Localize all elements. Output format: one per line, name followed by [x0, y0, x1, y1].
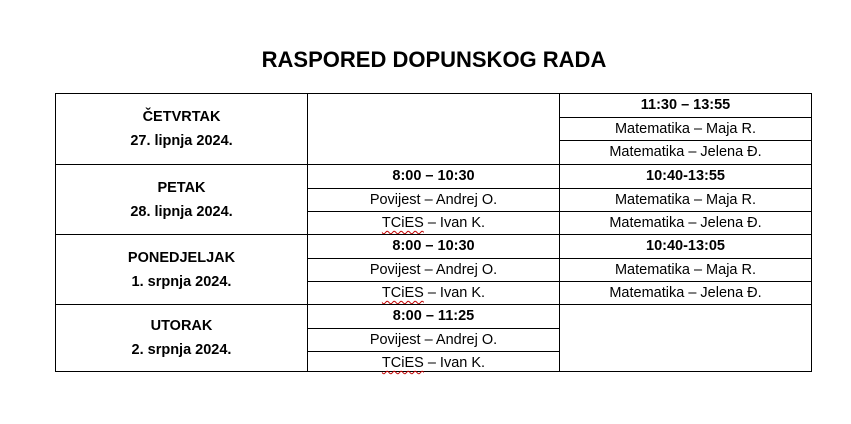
slot-entry [308, 188, 559, 211]
entry-subject: Matematika [609, 144, 685, 160]
day-cell [56, 94, 308, 164]
table-row [56, 94, 811, 164]
slot-time: 10:40-13:55 [646, 168, 725, 184]
day-name: PONEDJELJAK [127, 249, 236, 266]
slot-cell [560, 235, 811, 304]
entry-subject: TCiES [381, 285, 424, 301]
entry-teacher: – Ivan K. [427, 215, 486, 231]
entry-subject: Povijest [369, 192, 421, 208]
slot-entry [560, 211, 811, 235]
entry-teacher: – Maja R. [693, 192, 757, 208]
day-date: 2. srpnja 2024. [131, 342, 232, 358]
entry-teacher: – Jelena Đ. [688, 285, 762, 301]
entry-subject: Matematika [609, 215, 685, 231]
day-date: 27. lipnja 2024. [130, 133, 233, 149]
entry-subject: Matematika [614, 192, 690, 208]
entry-teacher: – Jelena Đ. [688, 215, 762, 231]
slot-cell [560, 94, 811, 164]
slot-entry [560, 281, 811, 305]
slot-entry [308, 328, 559, 351]
slot-entry [560, 140, 811, 164]
slot-cell [308, 165, 560, 234]
slot-entry [560, 258, 811, 281]
slot-cell [560, 165, 811, 234]
day-date: 1. srpnja 2024. [131, 273, 232, 290]
entry-subject: TCiES [381, 215, 424, 231]
slot-entry [308, 211, 559, 235]
entry-subject: Matematika [614, 262, 690, 278]
entry-teacher: – Andrej O. [424, 332, 498, 348]
slot-entry [560, 188, 811, 211]
entry-teacher: – Andrej O. [424, 262, 498, 278]
slot-time: 10:40-13:05 [646, 238, 725, 254]
slot-entry [308, 351, 559, 372]
entry-teacher: – Ivan K. [427, 355, 486, 371]
entry-subject: Povijest [369, 332, 421, 348]
entry-teacher: – Maja R. [693, 121, 757, 137]
slot-entry [560, 117, 811, 140]
entry-subject: Matematika [609, 285, 685, 301]
day-name: UTORAK [150, 318, 213, 334]
day-name: ČETVRTAK [142, 109, 221, 125]
empty-slot-cell [308, 94, 560, 164]
entry-subject: Povijest [369, 262, 421, 278]
empty-slot-cell [560, 305, 811, 371]
entry-teacher: – Jelena Đ. [688, 144, 762, 160]
slot-time: 11:30 – 13:55 [640, 97, 731, 113]
entry-subject: Matematika [614, 121, 690, 137]
table-row [56, 304, 811, 371]
entry-teacher: – Maja R. [693, 262, 757, 278]
entry-subject: TCiES [381, 355, 424, 371]
table-row [56, 234, 811, 304]
schedule-table [55, 93, 812, 372]
slot-time: 8:00 – 10:30 [392, 168, 475, 184]
slot-time: 8:00 – 11:25 [392, 308, 475, 324]
table-row [56, 164, 811, 234]
day-cell [56, 165, 308, 234]
document-title: RASPORED DOPUNSKOG RADA [261, 47, 607, 72]
day-cell [56, 235, 308, 304]
day-name: PETAK [157, 179, 206, 196]
slot-entry [308, 281, 559, 305]
slot-entry [308, 258, 559, 281]
slot-time: 8:00 – 10:30 [392, 238, 475, 254]
entry-teacher: – Andrej O. [424, 192, 498, 208]
slot-cell [308, 235, 560, 304]
day-cell [56, 305, 308, 371]
day-date: 28. lipnja 2024. [130, 203, 233, 220]
entry-teacher: – Ivan K. [427, 285, 486, 301]
slot-cell [308, 305, 560, 371]
